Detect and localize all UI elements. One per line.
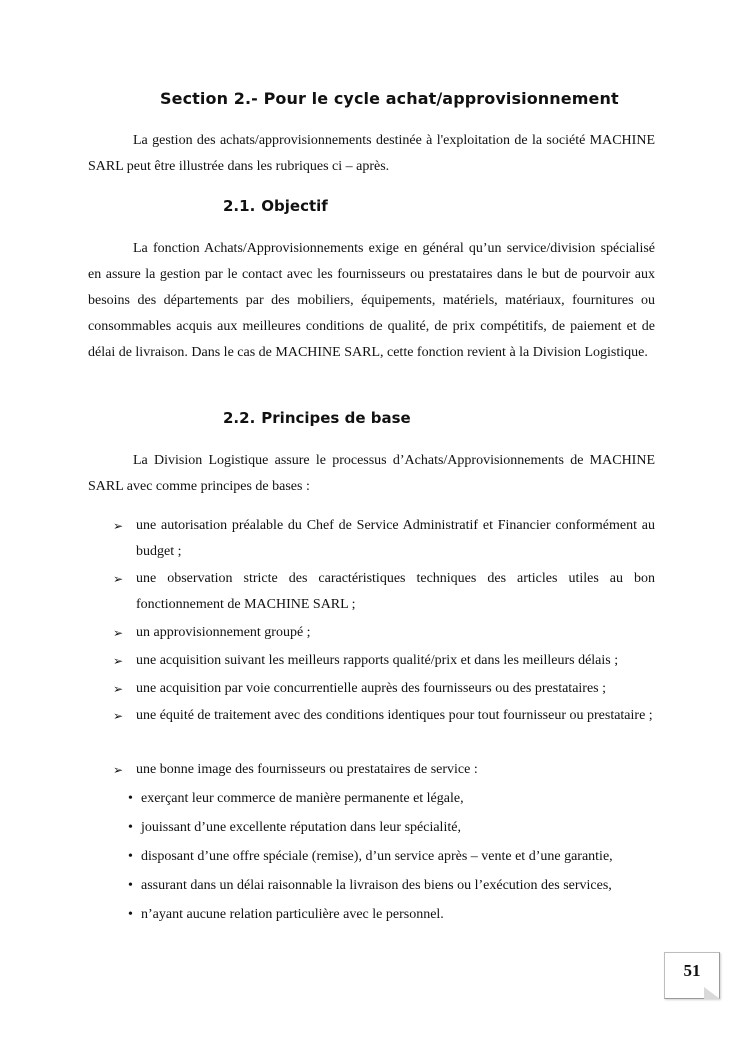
arrow-bullet-icon: ➢ (113, 626, 124, 640)
list-item-text: un approvisionnement groupé ; (136, 625, 311, 640)
list-item (113, 620, 655, 646)
sub-list-item (128, 902, 444, 928)
subsection-heading-principes (223, 409, 411, 427)
arrow-bullet-icon: ➢ (113, 572, 124, 586)
sub-list-item (128, 815, 461, 841)
subsection-number: 2.1. (223, 197, 256, 215)
list-item-text: une acquisition suivant les meilleurs rapports qualité/prix et dans les meilleurs délais ; (136, 653, 619, 668)
subsection-heading-objectif (223, 197, 328, 215)
list-item-text: une équité de traitement avec des conditions identiques pour tout fournisseur ou prestataire ; (136, 708, 653, 723)
page-curl-icon (704, 987, 720, 999)
list-item (113, 757, 655, 783)
list-item (113, 676, 655, 702)
arrow-bullet-icon: ➢ (113, 763, 124, 777)
page-number: 51 (683, 961, 701, 980)
principes-intro-paragraph: La Division Logistique assure le processus d’Achats/Approvisionnements de MACHINE SARL avec comme principes de bases : (88, 453, 655, 494)
dot-bullet-icon: • (128, 849, 133, 864)
arrow-bullet-icon: ➢ (113, 709, 124, 723)
list-item (113, 703, 655, 729)
list-item-text: une bonne image des fournisseurs ou prestataires de service : (136, 762, 478, 777)
arrow-bullet-icon: ➢ (113, 654, 124, 668)
arrow-bullet-icon: ➢ (113, 682, 124, 696)
list-item-text: une autorisation préalable du Chef de Service Administratif et Financier conformément au budget ; (136, 518, 655, 559)
sub-list-item-text: n’ayant aucune relation particulière avec le personnel. (141, 907, 444, 922)
dot-bullet-icon: • (128, 878, 133, 893)
sub-list-item (128, 844, 613, 870)
sub-list-item (128, 786, 464, 812)
list-item (113, 513, 655, 565)
sub-list-item-text: exerçant leur commerce de manière permanente et légale, (141, 791, 464, 806)
sub-list-item-text: jouissant d’une excellente réputation dans leur spécialité, (141, 820, 461, 835)
list-item-text: une observation stricte des caractéristiques techniques des articles utiles au bon fonctionnement de MACHINE SARL ; (136, 571, 655, 612)
subsection-title: Principes de base (261, 409, 411, 427)
section-title: Section 2.- Pour le cycle achat/approvisionnement (160, 89, 619, 108)
arrow-bullet-icon: ➢ (113, 519, 124, 533)
list-item (113, 648, 655, 674)
dot-bullet-icon: • (128, 820, 133, 835)
sub-list-item-text: assurant dans un délai raisonnable la livraison des biens ou l’exécution des services, (141, 878, 612, 893)
list-item-text: une acquisition par voie concurrentielle auprès des fournisseurs ou des prestataires ; (136, 681, 607, 696)
subsection-number: 2.2. (223, 409, 256, 427)
subsection-title: Objectif (261, 197, 328, 215)
page-number-box (664, 952, 720, 999)
sub-list-item (128, 873, 612, 899)
objectif-paragraph: La fonction Achats/Approvisionnements exige en général qu’un service/division spécialisé en assure la gestion par le contact avec les fournisseurs ou prestataires dans le but de pourvoir aux besoins des départements par des mobiliers, équipements, matériels, matériaux, fournitures ou consommables acquis aux meilleures conditions de qualité, de prix compétitifs, de paiement et de délai de livraison. Dans le cas de MACHINE SARL, cette fonction revient à la Division Logistique. (88, 241, 655, 360)
intro-paragraph: La gestion des achats/approvisionnements destinée à l'exploitation de la société MACHINE SARL peut être illustrée dans les rubriques ci – après. (88, 133, 655, 174)
dot-bullet-icon: • (128, 907, 133, 922)
dot-bullet-icon: • (128, 791, 133, 806)
list-item (113, 566, 655, 618)
sub-list-item-text: disposant d’une offre spéciale (remise), d’un service après – vente et d’une garantie, (141, 849, 613, 864)
